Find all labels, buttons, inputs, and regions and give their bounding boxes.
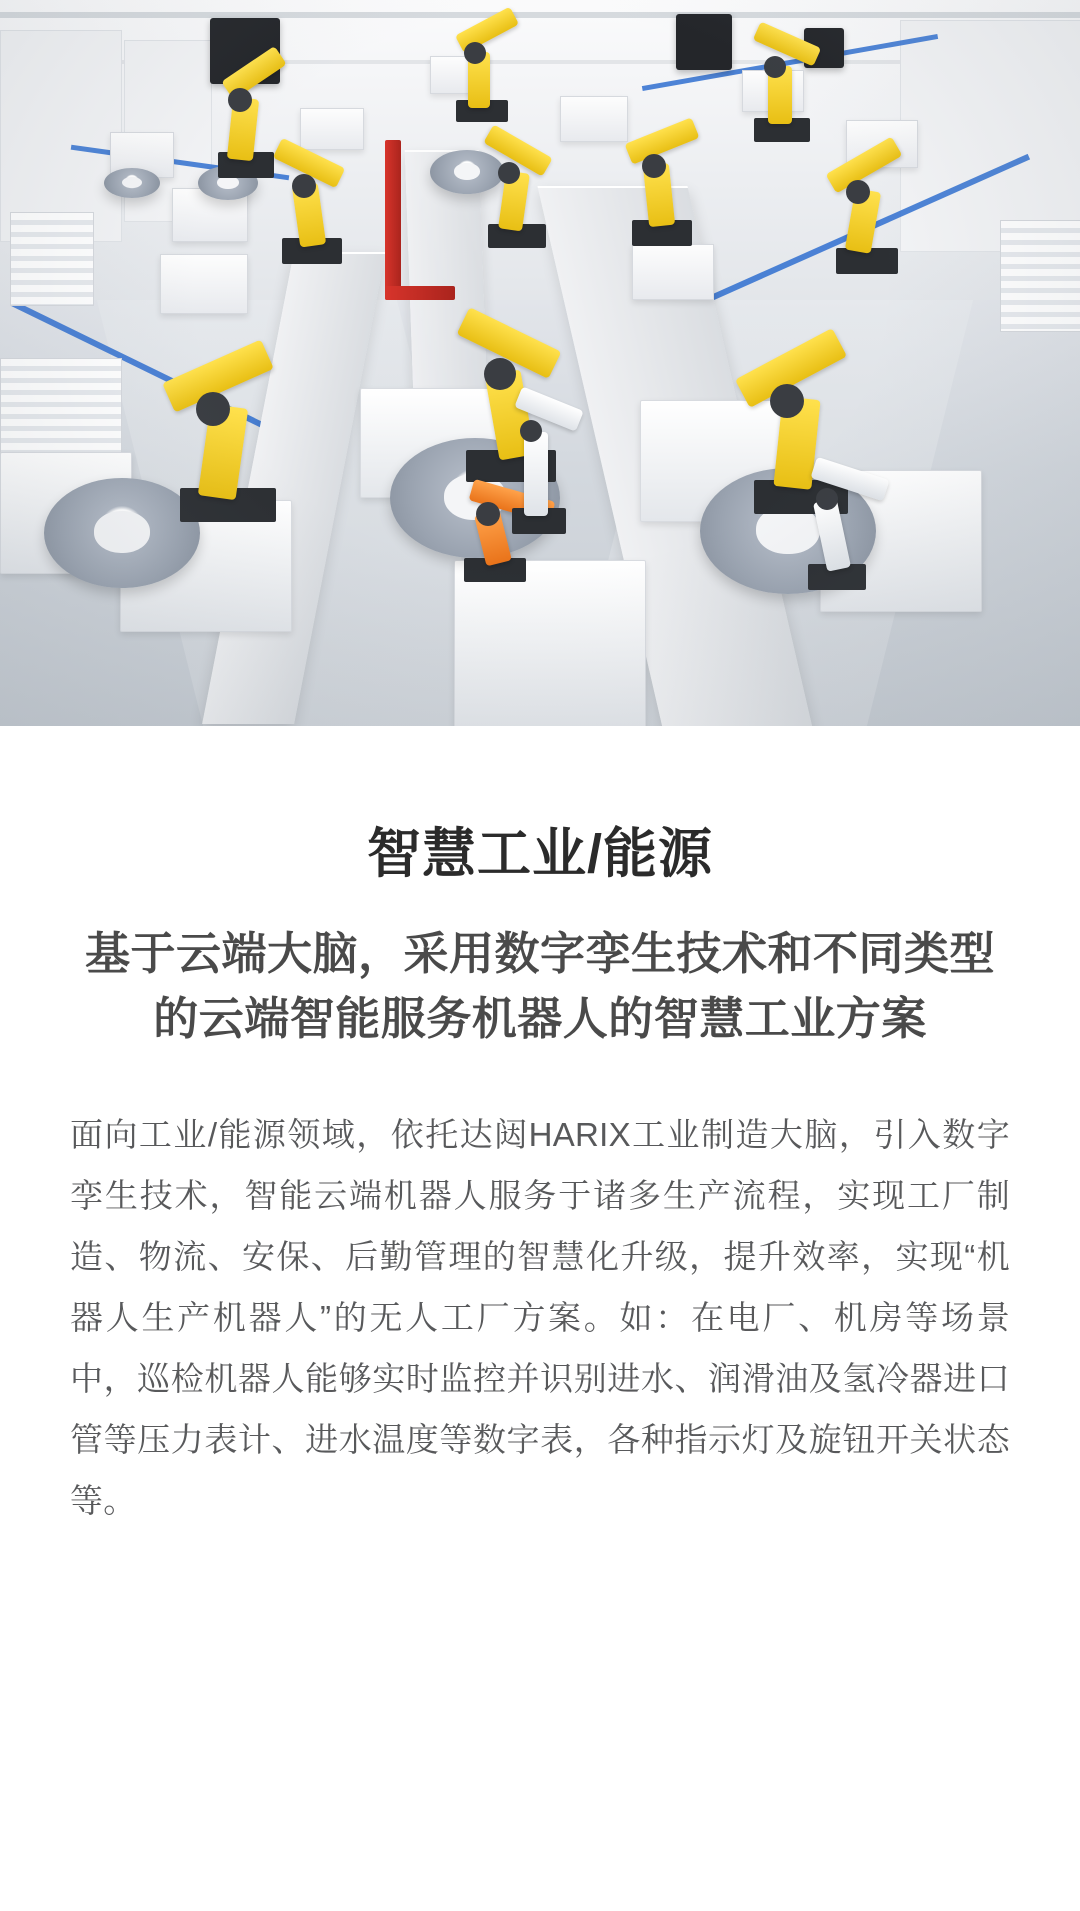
hero-image bbox=[0, 0, 1080, 726]
page-title: 智慧工业/能源 bbox=[366, 824, 713, 884]
article-content bbox=[0, 726, 1080, 1911]
image-vignette bbox=[0, 0, 1080, 726]
page-subtitle: 基于云端大脑，采用数字孪生技术和不同类型的云端智能服务机器人的智慧工业方案 bbox=[84, 927, 995, 1045]
article-body: 面向工业/能源领域，依托达闼HARIX工业制造大脑，引入数字孪生技术，智能云端机器人服务于诸多生产流程，实现工厂制造、物流、安保、后勤管理的智慧化升级，提升效率，实现“机器人生产机器人”的无人工厂方案。如：在电厂、机房等场景中，巡检机器人能够实时监控并识别进水、润滑油及氢冷器进口管等压力表计、进水温度等数字表，各种指示灯及旋钮开关状态等。 bbox=[70, 1116, 1010, 1520]
factory-scene bbox=[0, 0, 1080, 726]
